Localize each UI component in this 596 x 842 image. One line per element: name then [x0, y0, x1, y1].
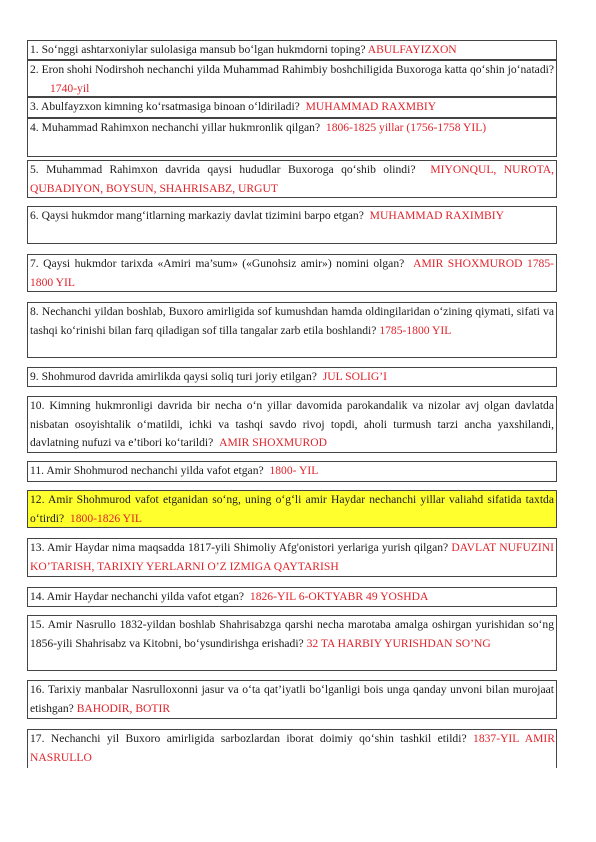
answer-text: JUL SOLIG’I — [322, 370, 387, 383]
question-13 — [27, 538, 557, 577]
question-text: 8. Nechanchi yildan boshlab, Buxoro amirligida sof kumushdan hamda oldingilaridan o‘zining qiymati, sifati va tashqi ko‘rinishi bilan farq qiladigan sof tilla tangalar zarb etila boshlandi? — [30, 305, 554, 337]
question-14 — [27, 587, 557, 607]
question-text: 13. Amir Haydar nima maqsadda 1817-yili Shimoliy Afg'onistori yerlariga yurish qilgan? — [30, 541, 449, 554]
question-text: 12. Amir Shohmurod vafot etganidan so‘ng, uning o‘g‘li amir Haydar nechanchi yillar valiahd sifatida taxtda o‘tirdi? — [30, 493, 554, 525]
answer-text: 32 TA HARBIY YURISHDAN SO’NG — [306, 636, 491, 650]
answer-text: 1740-yil — [50, 81, 90, 95]
answer-text: AMIR SHOXMUROD — [219, 436, 328, 449]
question-16 — [27, 680, 557, 719]
question-text: 5. Muhammad Rahimxon davrida qaysi hududlar Buxoroga qo‘shib olindi? — [30, 163, 416, 176]
question-3 — [27, 97, 557, 118]
question-text: 1. So‘nggi ashtarxoniylar sulolasiga mansub bo‘lgan hukmdorni toping? — [30, 43, 366, 56]
question-8 — [27, 302, 557, 358]
question-5 — [27, 160, 557, 198]
question-text: 15. Amir Nasrullo 1832-yildan boshlab Shahrisabzga qarshi necha marotaba amalga oshirgan yurishidan so‘ng 1856-yili Shahrisabz va Kitobni, bo‘ysundirishga erishadi? — [30, 618, 554, 650]
question-17 — [27, 729, 557, 768]
question-text: 11. Amir Shohmurod nechanchi yilda vafot etgan? — [30, 464, 264, 477]
question-4 — [27, 118, 557, 157]
question-text: 3. Abulfayzxon kimning ko‘rsatmasiga binoan o‘ldiriladi? — [30, 100, 300, 113]
answer-text: DAVLAT NUFUZINI KO’TARISH, TARIXIY YERLARNI O’Z IZMIGA QAYTARISH — [30, 541, 554, 573]
question-text: 10. Kimning hukmronligi davrida bir necha o‘n yillar davomida parokandalik va nizolar avj olgan davlatda nisbatan osoyishtalik o‘matildi, ichki va tashqi savdo rivoj topdi, aholi turmush tarzi ancha yaxshilandi, davlatning nufuzi va e’tibori ko‘tarildi? — [30, 399, 554, 449]
answer-text: 1806-1825 yillar (1756-1758 YIL) — [325, 121, 487, 134]
answer-text: 1785-1800 YIL — [379, 323, 452, 337]
question-12 — [27, 490, 557, 528]
question-text: 16. Tarixiy manbalar Nasrulloxonni jasur va o‘ta qat’iyatli bo‘lganligi bois unga qanday unvoni bilan murojaat etishgan? — [30, 683, 554, 715]
question-text: 17. Nechanchi yil Buxoro amirligida sarbozlardan iborat doimiy qo‘shin tashkil etildi? — [30, 732, 467, 745]
question-2 — [27, 60, 557, 97]
question-text: 9. Shohmurod davrida amirlikda qaysi soliq turi joriy etilgan? — [30, 370, 317, 383]
question-10 — [27, 396, 557, 453]
question-9 — [27, 367, 557, 387]
question-text: 2. Eron shohi Nodirshoh nechanchi yilda Muhammad Rahimbiy boshchiligida Buxoroga katta qo‘shin jo‘natadi? — [30, 63, 554, 76]
answer-text: 1800-1826 YIL — [69, 511, 142, 525]
question-11 — [27, 461, 557, 482]
answer-text: MIYONQUL, NUROTA, QUBADIYON, BOYSUN, SHAHRISABZ, URGUT — [30, 163, 555, 195]
answer-text: 1837-YIL AMIR NASRULLO — [30, 732, 555, 764]
question-6 — [27, 206, 557, 244]
question-text: 4. Muhammad Rahimxon nechanchi yillar hukmronlik qilgan? — [30, 121, 321, 134]
question-1 — [27, 40, 557, 60]
answer-text: MUHAMMAD RAXMBIY — [305, 100, 437, 113]
answer-text: BAHODIR, BOTIR — [76, 701, 171, 715]
question-text: 6. Qaysi hukmdor mang‘itlarning markaziy davlat tizimini barpo etgan? — [30, 209, 364, 222]
answer-text: ABULFAYIZXON — [367, 43, 457, 56]
question-text: 14. Amir Haydar nechanchi yilda vafot etgan? — [30, 590, 245, 603]
answer-text: 1800- YIL — [269, 464, 319, 477]
question-text: 7. Qaysi hukmdor tarixda «Amiri ma’sum» («Gunohsiz amir») nomini olgan? — [30, 257, 405, 270]
answer-text: 1826-YIL 6-OKTYABR 49 YOSHDA — [249, 590, 429, 603]
question-15 — [27, 615, 557, 671]
box-right-edge — [556, 729, 557, 768]
answer-text: AMIR SHOXMUROD 1785-1800 YIL — [30, 257, 554, 289]
answer-text: MUHAMMAD RAXIMBIY — [369, 209, 504, 222]
question-7 — [27, 254, 557, 292]
